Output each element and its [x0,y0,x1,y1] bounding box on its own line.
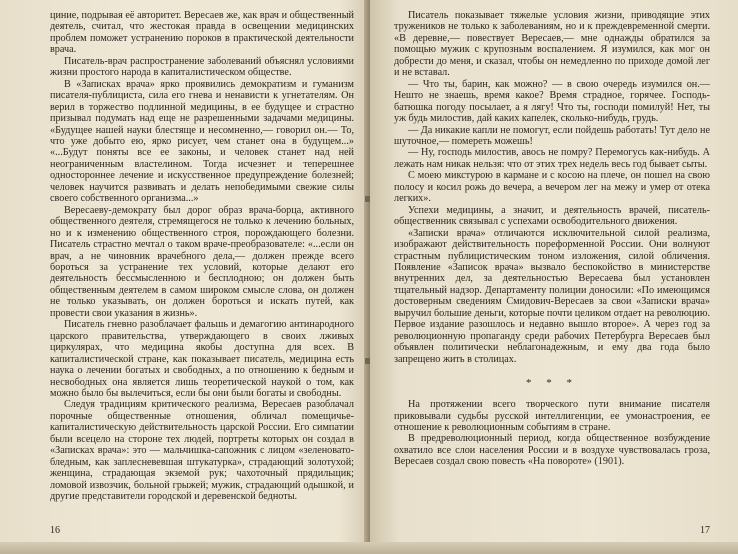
section-break: * * * [526,377,578,390]
page-number-left: 16 [50,525,60,536]
page-number-right: 17 [700,525,710,536]
paragraph: Писатель-врач распространение заболеваний объяснял условиями жизни простого народа в капиталистическом обществе. [50,55,354,79]
paragraph: Писатель показывает тяжелые условия жизни, приводящие этих тружеников не только к заболеваниям, но и к преждевременной смерти. «В деревне,— повествует Вересаев,— мне однажды обратился за помощью мужик с крупозным воспалением. Я изумился, как мог он добрести до меня, и сказал, чтобы он немедленно по приходе домой лег и не вставал. [394,10,710,79]
left-page-text [50,10,354,502]
right-page-text [394,10,710,468]
paragraph: С моею микстурою в кармане и с косою на плече, он пошел на свою полосу и косил рожь до вечера, а вечером лег на межу и умер от отека легких». [394,170,710,205]
paragraph: «Записки врача» отличаются исключительной силой реализма, изображают действительность пореформенной России. Они волнуют страстным публицистическим тоном изложения, силой обличения. Появление «Записок врача» вызвало беспокойство в министерстве внутренних дел, за деятельностью Вересаева был установлен тщательный надзор. Департаменту полиции доносили: «По имеющимся достоверным сведениям Смидович-Вересаев за свои «Записки врача» выручил большие деньги, которые почти целиком отдает на революцию. Первое издание разошлось и недавно вышло второе». А через год за революционную пропаганду среди рабочих Петербурга Вересаев был объявлен политически неблагонадежным, и ему два года было запрещено жить в столицах. [394,227,710,365]
paragraph: Следуя традициям критического реализма, Вересаев разоблачал порочные общественные отношения, обличал помещичье-капиталистическую действительность царской России. Его симпатии были всецело на стороне тех людей, портреты которых он создал в «Записках врача»: это — мальчишка-сапожник с лицом «зеленовато-бледным, как заплесневевшая штукатурка», страдающий золотухой; женщина, страдающая экземой рук; чахоточный прядильщик; ломовой извозчик, больной грыжей; мужик, страдающий одышкой, и другие представители городской и деревенской бедноты. [50,399,354,503]
page-bottom-edge [0,542,738,554]
paragraph: В предреволюционный период, когда общественное возбуждение охватило все слои населения России и в воздухе чувствовалась гроза, Вересаев создал свою повесть «На повороте» (1901). [394,433,710,468]
paragraph: — Да никакие капли не помогут, если пойдешь работать! Тут дело не шуточное,— помереть можешь! [394,124,710,147]
paragraph: На протяжении всего творческого пути внимание писателя приковывали судьбы русской интеллигенции, ее умонастроения, ее отношение к революционным событиям в стране. [394,399,710,433]
paragraph: Писатель гневно разоблачает фальшь и демагогию антинародного царского правительства, утверждающего в своих лживых циркулярах, что медицина якобы доступна для всех. В капиталистической стране, как показывает писатель, медицина есть наука о лечении богатых и свободных, а по отношению к бедным и несвободных она является лишь теоретической наукой о том, как можно было бы вылечиться, если бы они были богаты и свободны. [50,319,354,399]
paragraph: В «Записках врача» ярко проявились демократизм и гуманизм писателя-публициста, сила его гнева и ненависти к угнетателям. Он верил в торжество подлинной медицины, в ее будущее и страстно призывал подумать над еще не разрешенными задачами медицины. «Будущее нашей науки блестяще и несомненно,— говорил он.— То, что уже добыто ею, ярко рисует, чем станет она в будущем...» «...Будут поняты все ее законы, и человек станет над ней неограниченным властелином. Тогда исчезнет и теперешнее одностороннее лечение и искусственное предупреждение болезней; человек научится развивать и делать непобедимыми свежие силы своего собственного организма...» [50,78,354,205]
paragraph: Успехи медицины, а значит, и деятельность врачей, писатель-общественник связывал с успехами освободительного движения. [394,204,710,228]
paragraph: Вересаеву-демократу был дорог образ врача-борца, активного общественного деятеля, стремящегося не только к лечению больных, но и к изменению общественного строя, порождающего болезни. Писатель страстно мечтал о таком враче-преобразователе: «...если он врач, а не чиновник врачебного дела,— должен прежде всего бороться за устранение тех условий, которые делают его деятельность бессмысленною и бесплодною; он должен быть общественным деятелем в самом широком смысле слова, он должен не только указывать, он должен бороться и искать путей, как провести свои указания в жизнь». [50,204,354,319]
right-page [370,0,738,554]
paragraph: — Что ты, барин, как можно? — в свою очередь изумился он.— Нешто не знаешь, время какое? Время страдное, горячее. Господь-батюшка погоду посылает, а я лягу! Что ты, господи помилуй! Нет, ты уж будь милостив, дай каких капелек, сколько-нибудь, грудь. [394,78,710,125]
left-page [0,0,368,554]
paragraph: циние, подрывая её авторитет. Вересаев же, как врач и общественный деятель, считал, что жестокая правда в освещении медицинских проблем поможет устранению пороков в практической деятельности врача. [50,10,354,56]
paragraph: — Ну, господь милостив, авось не помру? Перемогусь как-нибудь. А лежать нам никак нельзя: что от этих трех недель весь год бывает сыты. [394,147,710,170]
